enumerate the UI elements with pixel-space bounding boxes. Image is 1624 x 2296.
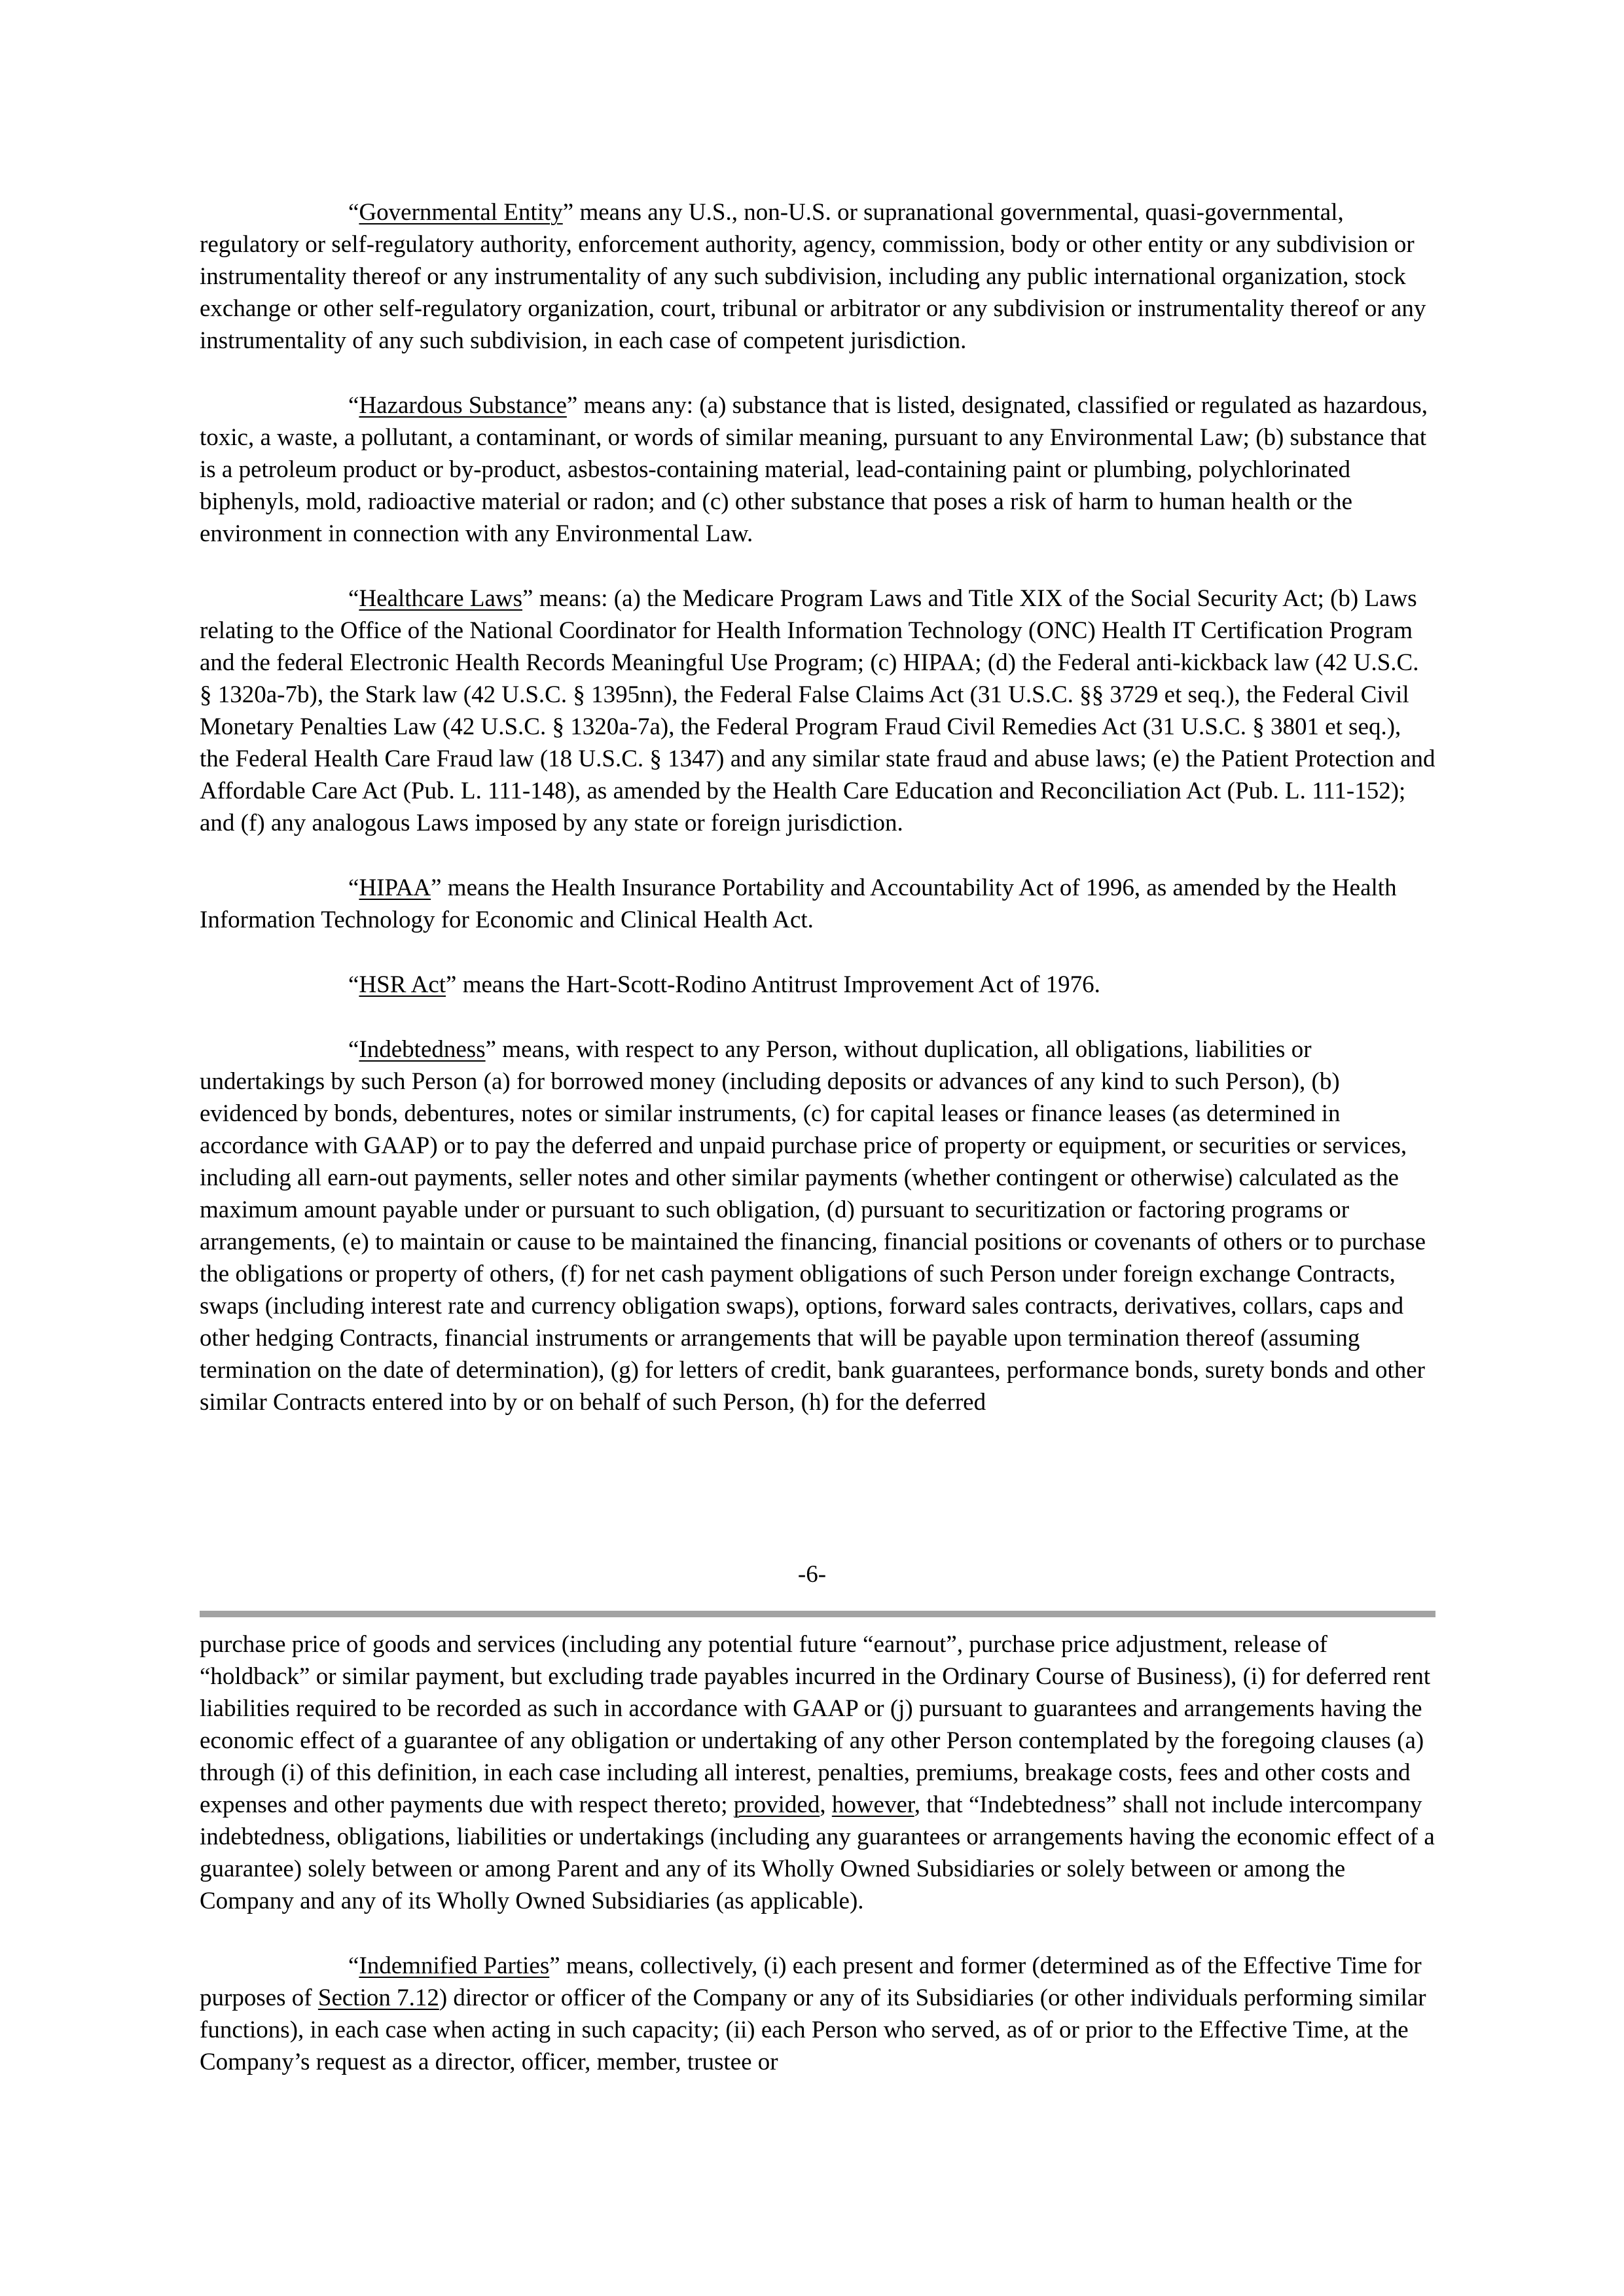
- definition-text: means any U.S., non-U.S. or supranational governmental, quasi-governmental, regulatory or self-regulatory authority, enforcement authority, agency, commission, body or other entity or any subdivision or instrumentality thereof or any instrumentality of any such subdivision, including any public international organization, stock exchange or other self-regulatory organization, court, tribunal or arbitrator or any subdivision or instrumentality thereof or any instrumentality of any such subdivision, in each case of competent jurisdiction.: [200, 199, 1426, 354]
- open-quote: “: [348, 392, 359, 419]
- definition-text-end: ) director or officer of the Company or any of its Subsidiaries (or other individuals performing similar functions), in each case when acting in such capacity; (ii) each Person who served, as of or prior to the Effective Time, at the Company’s request as a director, officer, member, trustee or: [200, 1984, 1426, 2075]
- close-quote: ”: [485, 1036, 497, 1063]
- definition-text: means the Health Insurance Portability and Accountability Act of 1996, as amended by the Health Information Technology for Economic and Clinical Health Act.: [200, 874, 1397, 933]
- continuation-text: purchase price of goods and services (including any potential future “earnout”, purchase price adjustment, release of “holdback” or similar payment, but excluding trade payables incurred in the Ordinary Course of Business), (i) for deferred rent liabilities required to be recorded as such in accordance with GAAP or (j) pursuant to guarantees and arrangements having the economic effect of a guarantee of any obligation or undertaking of any other Person contemplated by the foregoing clauses (a) through (i) of this definition, in each case including all interest, penalties, premiums, breakage costs, fees and other costs and expenses and other payments due with respect thereto;: [200, 1631, 1431, 1818]
- open-quote: “: [348, 971, 359, 998]
- definition-text: means, collectively, (i) each present and former (determined as of the Effective Time for purposes of: [200, 1952, 1422, 2011]
- close-quote: ”: [562, 199, 574, 226]
- close-quote: ”: [431, 874, 442, 901]
- defined-term: Indebtedness: [359, 1036, 486, 1063]
- defined-term: Healthcare Laws: [359, 585, 523, 612]
- page-divider: [200, 1611, 1435, 1617]
- definition-text: means: (a) the Medicare Program Laws and Title XIX of the Social Security Act; (b) Laws relating to the Office of the National Coordinator for Health Information Technology (ONC) Health IT Certification Program and the federal Electronic Health Records Meaningful Use Program; (c) HIPAA; (d) the Federal anti-kickback law (42 U.S.C. § 1320a-7b), the Stark law (42 U.S.C. § 1395nn), the Federal False Claims Act (31 U.S.C. §§ 3729 et seq.), the Federal Civil Monetary Penalties Law (42 U.S.C. § 1320a-7a), the Federal Program Fraud Civil Remedies Act (31 U.S.C. § 3801 et seq.), the Federal Health Care Fraud law (18 U.S.C. § 1347) and any similar state fraud and abuse laws; (e) the Patient Protection and Affordable Care Act (Pub. L. 111-148), as amended by the Health Care Education and Reconciliation Act (Pub. L. 111-152); and (f) any analogous Laws imposed by any state or foreign jurisdiction.: [200, 585, 1435, 836]
- open-quote: “: [348, 874, 359, 901]
- definition-indebtedness: [200, 1033, 1435, 1418]
- defined-term: Indemnified Parties: [359, 1952, 550, 1979]
- definition-text: means the Hart-Scott-Rodino Antitrust Improvement Act of 1976.: [456, 971, 1100, 998]
- defined-term: Governmental Entity: [359, 199, 563, 226]
- section-reference-link[interactable]: Section 7.12: [317, 1984, 439, 2011]
- defined-term: HSR Act: [359, 971, 446, 998]
- however-term: however: [831, 1791, 914, 1818]
- close-quote: ”: [549, 1952, 560, 1979]
- definition-healthcare-laws: [200, 583, 1435, 839]
- defined-term: Hazardous Substance: [359, 392, 567, 419]
- page-number: -6-: [797, 1561, 827, 1588]
- definition-hipaa: [200, 872, 1435, 936]
- provided-term: provided: [733, 1791, 820, 1818]
- close-quote: ”: [566, 392, 578, 419]
- close-quote: ”: [522, 585, 533, 612]
- definition-hsr-act: [200, 969, 1435, 1001]
- indebtedness-continuation: [200, 1628, 1435, 1917]
- definition-text: means any: (a) substance that is listed, designated, classified or regulated as hazardous, toxic, a waste, a pollutant, a contaminant, or words of similar meaning, pursuant to any Environmental Law; (b) substance that is a petroleum product or by-product, asbestos-containing material, lead-containing paint or plumbing, polychlorinated biphenyls, mold, radioactive material or radon; and (c) other substance that poses a risk of harm to human health or the environment in connection with any Environmental Law.: [200, 392, 1428, 547]
- open-quote: “: [348, 1952, 359, 1979]
- close-quote: ”: [446, 971, 457, 998]
- definition-governmental-entity: [200, 196, 1435, 357]
- open-quote: “: [348, 1036, 359, 1063]
- open-quote: “: [348, 585, 359, 612]
- separator: ,: [820, 1791, 832, 1818]
- page-6-body: [200, 196, 1435, 1451]
- definition-text: means, with respect to any Person, without duplication, all obligations, liabilities or undertakings by such Person (a) for borrowed money (including deposits or advances of any kind to such Person), (b) evidenced by bonds, debentures, notes or similar instruments, (c) for capital leases or finance leases (as determined in accordance with GAAP) or to pay the deferred and unpaid purchase price of property or equipment, or securities or services, including all earn-out payments, seller notes and other similar payments (whether contingent or otherwise) calculated as the maximum amount payable under or pursuant to such obligation, (d) pursuant to securitization or factoring programs or arrangements, (e) to maintain or cause to be maintained the financing, financial positions or covenants of others or to purchase the obligations or property of others, (f) for net cash payment obligations of such Person under foreign exchange Contracts, swaps (including interest rate and currency obligation swaps), options, forward sales contracts, derivatives, collars, caps and other hedging Contracts, financial instruments or arrangements that will be payable upon termination thereof (assuming termination on the date of determination), (g) for letters of credit, bank guarantees, performance bonds, surety bonds and other similar Contracts entered into by or on behalf of such Person, (h) for the deferred: [200, 1036, 1426, 1416]
- page-7-body: [200, 1628, 1435, 2111]
- definition-hazardous-substance: [200, 389, 1435, 550]
- definition-indemnified-parties: [200, 1950, 1435, 2078]
- open-quote: “: [348, 199, 359, 226]
- continuation-text-end: , that “Indebtedness” shall not include intercompany indebtedness, obligations, liabilities or undertakings (including any guarantees or arrangements having the economic effect of a guarantee) solely between or among Parent and any of its Wholly Owned Subsidiaries or solely between or among the Company and any of its Wholly Owned Subsidiaries (as applicable).: [200, 1791, 1435, 1914]
- defined-term: HIPAA: [359, 874, 431, 901]
